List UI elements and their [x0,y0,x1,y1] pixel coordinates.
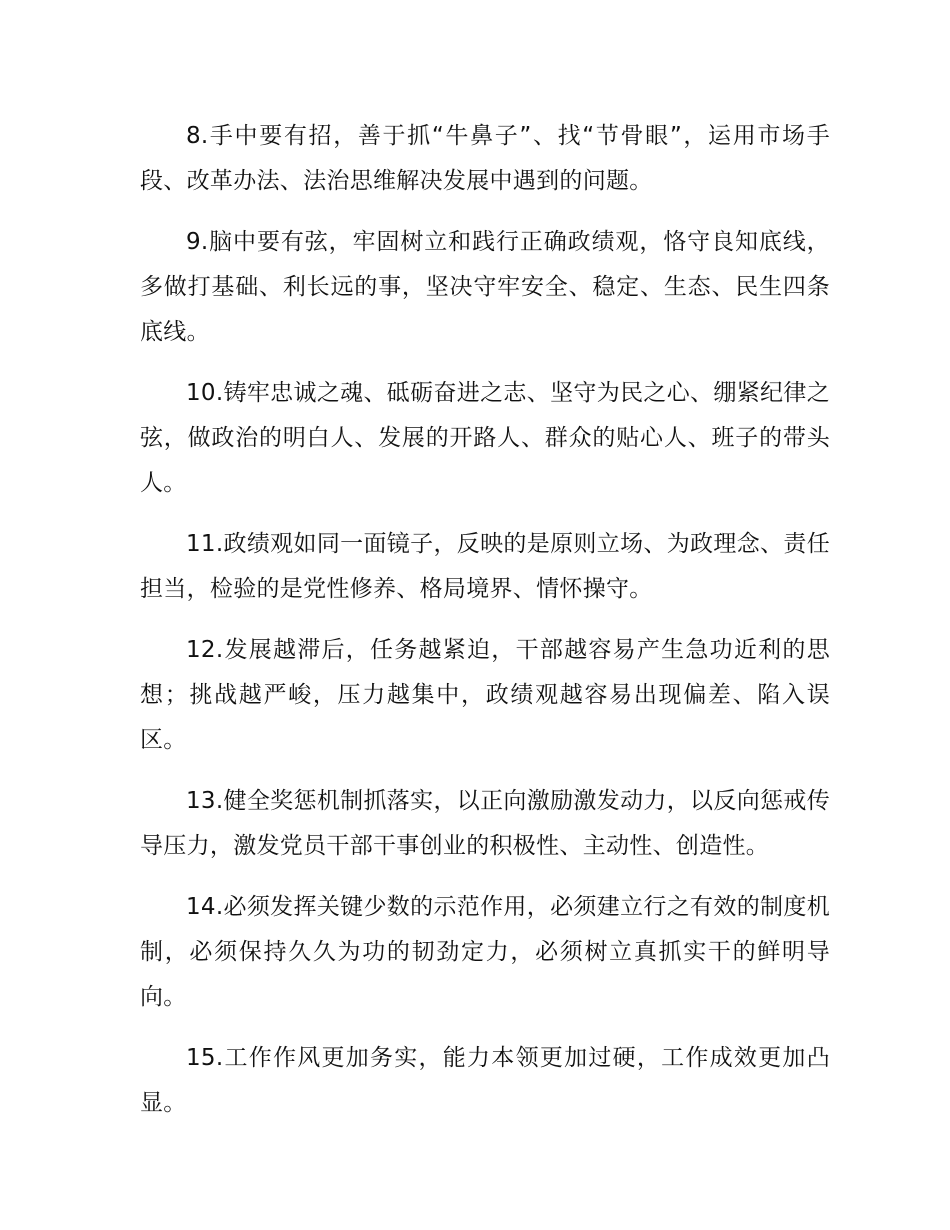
paragraph-10: 10.铸牢忠诚之魂、砥砺奋进之志、坚守为民之心、绷紧纪律之弦，做政治的明白人、发展的开路人、群众的贴心人、班子的带头人。 [140,380,830,496]
paragraph-9: 9.脑中要有弦，牢固树立和践行正确政绩观，恪守良知底线，多做打基础、利长远的事，坚决守牢安全、稳定、生态、民生四条底线。 [140,229,830,345]
paragraph-14: 14.必须发挥关键少数的示范作用，必须建立行之有效的制度机制，必须保持久久为功的韧劲定力，必须树立真抓实干的鲜明导向。 [140,894,830,1010]
paragraph-13: 13.健全奖惩机制抓落实，以正向激励激发动力，以反向惩戒传导压力，激发党员干部干事创业的积极性、主动性、创造性。 [140,788,830,859]
paragraph-12: 12.发展越滞后，任务越紧迫，干部越容易产生急功近利的思想；挑战越严峻，压力越集中，政绩观越容易出现偏差、陷入误区。 [140,637,830,753]
paragraph-15: 15.工作作风更加务实，能力本领更加过硬，工作成效更加凸显。 [140,1045,830,1116]
paragraph-11: 11.政绩观如同一面镜子，反映的是原则立场、为政理念、责任担当，检验的是党性修养、格局境界、情怀操守。 [140,531,830,602]
paragraph-8: 8.手中要有招，善于抓“牛鼻子”、找“节骨眼”，运用市场手段、改革办法、法治思维解决发展中遇到的问题。 [140,123,830,194]
document-body [140,114,830,1142]
